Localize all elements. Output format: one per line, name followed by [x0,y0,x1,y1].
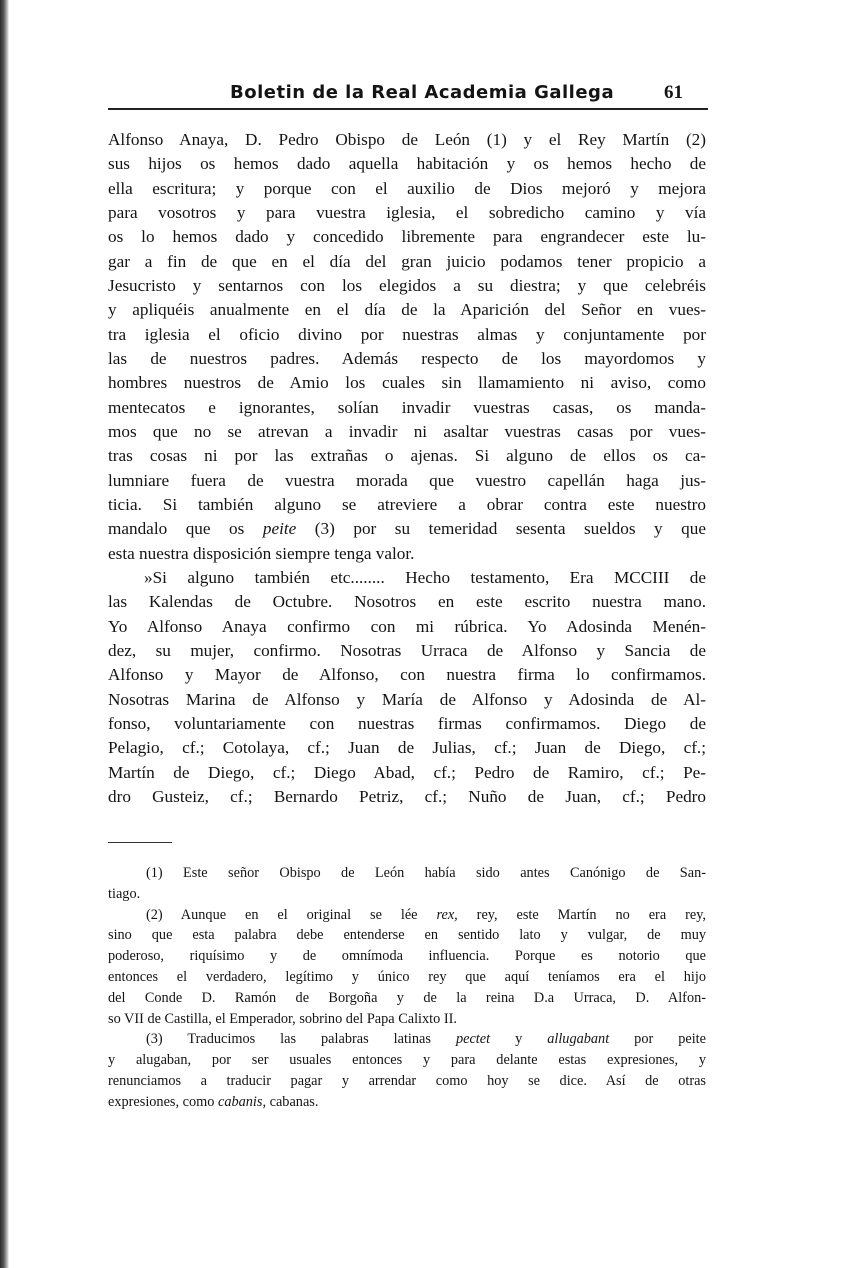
text-segment: ticia. Si también alguno se atreviere a obrar contra este nuestro [108,494,706,514]
text-segment: tra iglesia el oficio divino por nuestras almas y conjuntamente por [108,324,706,344]
scan-edge [0,0,9,1268]
italic-text: allugabant [547,1031,610,1048]
text-segment: (2) Aunque en el original se lée [146,906,437,923]
body-line [108,179,706,199]
body-line [108,422,706,442]
footnote-line [108,947,706,965]
text-segment: os lo hemos dado y concedido libremente para engrandecer este lu- [108,227,706,247]
text-segment: fonso, voluntariamente con nuestras firmas confirmamos. Diego de [108,713,706,733]
body-line [108,568,706,588]
text-segment: Nosotras Marina de Alfonso y María de Alfonso y Adosinda de Al- [108,689,706,709]
footnote-line [108,926,706,944]
footnote-line [108,906,706,924]
text-segment: »Si alguno también etc........ Hecho testamento, Era MCCIII de [144,567,706,587]
body-line [108,787,706,807]
text-segment: mandalo que os [108,519,263,539]
text-segment: tiago. [108,885,141,902]
text-segment: tras cosas ni por las extrañas o ajenas. Si alguno de ellos os ca- [108,446,706,466]
body-line [108,252,706,272]
body-line [108,349,706,369]
body-line [108,227,706,247]
body-line [108,763,706,783]
footnote-line [108,1030,706,1048]
text-segment: Martín de Diego, cf.; Diego Abad, cf.; Pedro de Ramiro, cf.; Pe- [108,762,706,782]
text-segment: entonces el verdadero, legítimo y único rey que aquí teníamos era el hijo [108,969,706,985]
footnote-line [108,1093,706,1111]
text-segment: por peite [609,1031,706,1048]
body-line [108,617,706,637]
text-segment: so VII de Castilla, el Emperador, sobrino del Papa Calixto II. [108,1010,457,1027]
body-line [108,714,706,734]
header-rule [108,108,708,110]
italic-text: cabanis, [217,1093,267,1110]
text-segment: del Conde D. Ramón de Borgoña y de la reina D.a Urraca, D. Alfon- [108,989,706,1006]
text-segment: mentecatos e ignorantes, solían invadir vuestras casas, os manda- [108,397,706,417]
text-segment: Alfonso Anaya, D. Pedro Obispo de León (1) y el Rey Martín (2) [108,130,706,149]
text-segment: (1) Este señor Obispo de León había sido antes Canónigo de San- [146,865,706,881]
body-line [108,398,706,418]
text-segment: Alfonso y Mayor de Alfonso, con nuestra firma lo confirmamos. [108,665,706,685]
text-segment: (3) por su temeridad sesenta sueldos y que [296,519,706,539]
footnote-line [108,1010,706,1028]
italic-text: rex, [436,906,458,923]
body-line [108,373,706,393]
text-segment: Yo Alfonso Anaya confirmo con mi rúbrica. Yo Adosinda Menén- [108,616,706,636]
body-line [108,738,706,758]
text-segment: poderoso, riquísimo y de omnímoda influencia. Porque es notorio que [108,948,706,965]
text-segment: cabanas. [266,1093,319,1110]
body-line [108,325,706,345]
footnote-separator [108,842,172,843]
text-segment: las de nuestros padres. Además respecto de los mayordomos y [108,348,706,368]
text-segment: rey, este Martín no era rey, [457,906,706,923]
body-line [108,592,706,612]
body-line [108,690,706,710]
text-segment: (3) Traducimos las palabras latinas [146,1031,456,1048]
body-line [108,471,706,491]
text-segment: Jesucristo y sentarnos con los elegidos a su diestra; y que celebréis [108,275,706,295]
body-line [108,495,706,515]
text-segment: mos que no se atrevan a invadir ni asaltar vuestras casas por vues- [108,421,706,441]
text-segment: sus hijos os hemos dado aquella habitación y os hemos hecho de [108,154,706,174]
text-segment: y alugaban, por ser usuales entonces y para delante estas expresiones, y [108,1052,706,1069]
text-segment: Pelagio, cf.; Cotolaya, cf.; Juan de Julias, cf.; Juan de Diego, cf.; [108,738,706,758]
body-line [108,203,706,223]
text-segment: y [490,1031,548,1048]
body-line [108,276,706,296]
footnote-line [108,1072,706,1090]
text-segment: sino que esta palabra debe entenderse en sentido lato y vulgar, de muy [108,927,706,944]
text-segment: las Kalendas de Octubre. Nosotros en este escrito nuestra mano. [108,592,706,612]
text-segment: hombres nuestros de Amio los cuales sin llamamiento ni aviso, como [108,373,706,393]
text-segment: renunciamos a traducir pagar y arrendar como hoy se dice. Así de otras [108,1073,706,1089]
text-segment: gar a fin de que en el día del gran juicio podamos tener propicio a [108,251,706,271]
text-segment: para vosotros y para vuestra iglesia, el sobredicho camino y vía [108,202,706,222]
footnote-line [108,885,706,903]
page-number: 61 [664,82,683,103]
body-line [108,641,706,661]
footnote-line [108,989,706,1007]
text-segment: ella escritura; y porque con el auxilio de Dios mejoró y mejora [108,178,706,198]
text-segment: lumniare fuera de vuestra morada que vuestro capellán haga jus- [108,470,706,490]
running-header-title: Boletin de la Real Academia Gallega [230,82,615,103]
footnote-line [108,968,706,986]
body-line [108,130,706,150]
body-line [108,300,706,320]
italic-text: pectet [455,1031,491,1048]
text-segment: esta nuestra disposición siempre tenga valor. [108,543,415,563]
footnote-line [108,1051,706,1069]
body-line [108,519,706,539]
text-segment: dez, su mujer, confirmo. Nosotras Urraca de Alfonso y Sancia de [108,640,706,660]
text-segment: dro Gusteiz, cf.; Bernardo Petriz, cf.; Nuño de Juan, cf.; Pedro [108,786,706,806]
text-segment: expresiones, como [108,1093,218,1110]
body-line [108,544,706,564]
body-line [108,665,706,685]
body-line [108,446,706,466]
text-segment: y apliquéis anualmente en el día de la Aparición del Señor en vues- [108,300,706,320]
body-line [108,154,706,174]
footnote-line [108,864,706,882]
italic-text: peite [262,519,297,539]
